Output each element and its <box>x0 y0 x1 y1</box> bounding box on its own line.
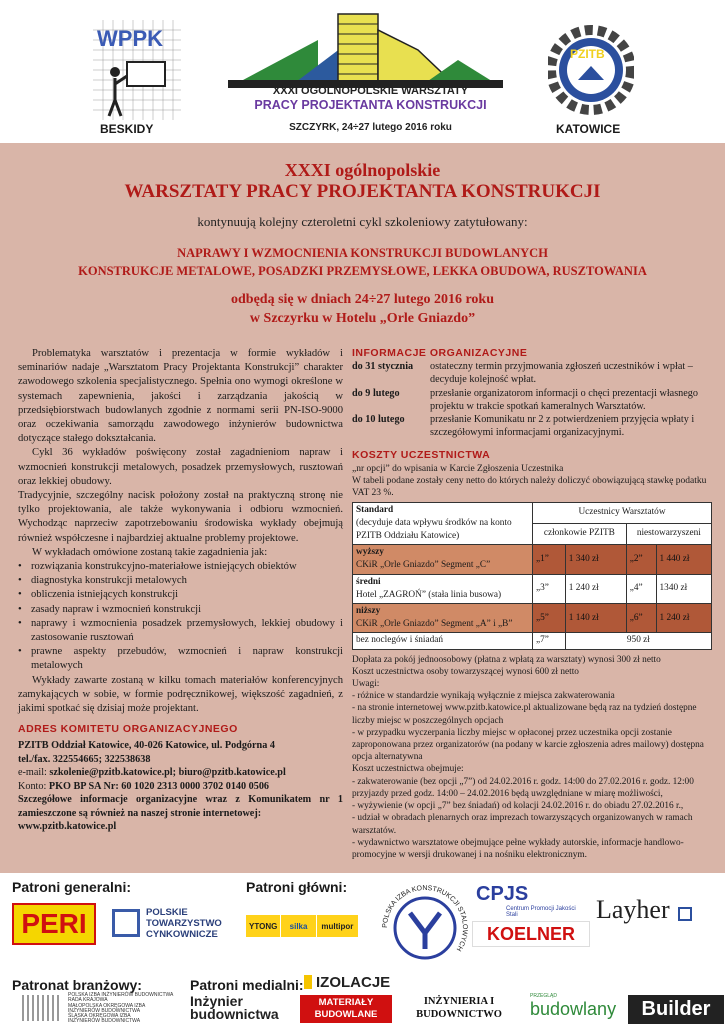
note-line: Koszt uczestnictwa obejmuje: <box>352 764 464 775</box>
deadline-text: przesłanie Komunikatu nr 2 z potwierdzeniem przyjęcia wpłaty i szczegółowymi informacjami organizacyjnymi. <box>430 414 695 439</box>
paragraph-4: W wykładach omówione zostaną takie zagadnienia jak: <box>32 546 268 558</box>
note-line: - zakwaterowanie (bez opcji „7”) od 24.02.2016 r. godz. 14:00 do 27.02.2016 r. godz. 12:00 przyjazdy przed godz. 14:00 – 24.02.2016 będą uwzględniane w miarę możliwości, <box>352 776 694 799</box>
left-column <box>18 347 343 834</box>
address-block <box>18 739 343 834</box>
cpjs-logo: CPJS Centrum Promocji Jakości Stali <box>476 883 576 918</box>
topic-line1: NAPRAWY I WZMOCNIENIA KONSTRUKCJI BUDOWLANYCH <box>177 246 548 260</box>
przeglad-logo: PRZEGLĄD budowlany <box>530 993 617 1019</box>
paragraph-5: Wykłady zawarte zostaną w kilku tomach materiałów konferencyjnych zamykających w sobie, w formie podręcznikowej, większość zagadnień, z jakimi spotkać się dzisiaj może projektant. <box>18 674 343 715</box>
pzitb-logo <box>548 22 634 118</box>
email-link[interactable]: szkolenie@pzitb.katowice.pl; biuro@pzitb.katowice.pl <box>49 767 286 779</box>
list-item: • prawne aspekty przebudów, wzmocnień i napraw konstrukcji metalowych <box>18 645 343 673</box>
paragraph-3: Tradycyjnie, szczególny nacisk położony został na praktyczną stronę nie tylko projektowania, ale także wykonywania i odbioru wzmocnień. Wychodząc naprzeciw zapotrzebowaniu środowiska wykłady obejmują również współczesne i najbardziej aktualne problemy projektowe. <box>18 490 343 544</box>
building-logo <box>228 10 503 88</box>
topic-line2: KONSTRUKCJE METALOWE, POSADZKI PRZEMYSŁOWE, LEKKA OBUDOWA, RUSZTOWANIA <box>78 264 647 278</box>
list-item: • obliczenia istniejących konstrukcji <box>18 588 343 602</box>
inzynier-logo: Inżynier budownictwa <box>190 993 279 1022</box>
note-line: - udział w obradach plenarnych oraz imprezach towarzyszących organizowanych w ramach warsztatów. <box>352 813 693 836</box>
deadline-text: ostateczny termin przyjmowania zgłoszeń uczestników i wpłat – decyduje kolejność wpłat. <box>430 361 693 386</box>
phone-line: tel./fax. 322554665; 322538638 <box>18 753 151 765</box>
cost-heading: KOSZTY UCZESTNICTWA <box>352 449 491 462</box>
members-header: członkowie PZITB <box>533 523 627 544</box>
header-line2: PRACY PROJEKTANTA KONSTRUKCJI <box>254 98 487 112</box>
layher-logo: Layher <box>596 895 721 935</box>
beskidy-label: BESKIDY <box>100 122 154 136</box>
paragraph-2: Cykl 36 wykładów poświęcony został zagadnieniom napraw i wzmocnień konstrukcji metalowych, posadzek przemysłowych, rusztowań oraz lekkiej obudowy. <box>18 447 343 487</box>
account-number: PKO BP SA Nr: 60 1020 2313 0000 3702 0140 0506 <box>48 780 270 792</box>
address-heading: ADRES KOMITETU ORGANIZACYJNEGO <box>18 723 238 736</box>
note-line: Dopłata za pokój jednoosobowy (płatna z wpłatą za warsztaty) wynosi 300 zł netto <box>352 654 661 665</box>
intro-text: kontynuują kolejny czteroletni cykl szkoleniowy zatytułowany: <box>197 214 528 229</box>
cost-note-2: W tabeli podane zostały ceny netto do których należy doliczyć obowiązującą stawkę podatku VAT 23 %. <box>352 475 707 498</box>
table-row: średni Hotel „ZAGROŃ” (stała linia busowa) „3” 1 240 zł „4” 1340 zł <box>353 574 712 603</box>
patrons-general-label: Patroni generalni: <box>12 879 132 895</box>
svg-text:POLSKA IZBA KONSTRUKCJI STALOW: POLSKA IZBA KONSTRUKCJI STALOWYCH <box>381 884 469 953</box>
koelner-logo: KOELNER <box>472 921 590 947</box>
topics-list <box>18 560 343 674</box>
wppk-logo <box>93 20 181 120</box>
date-line2: w Szczyrku w Hotelu „Orle Gniazdo” <box>249 311 476 326</box>
email-label: e-mail: <box>18 767 50 779</box>
inz-bud-logo: INŻYNIERIA I BUDOWNICTWO <box>416 996 502 1020</box>
nonmembers-header: niestowarzyszeni <box>626 523 711 544</box>
participants-header: Uczestnicy Warsztatów <box>533 502 712 523</box>
address-line: PZITB Oddział Katowice, 40-026 Katowice, ul. Podgórna 4 <box>18 740 275 752</box>
info-heading: INFORMACJE ORGANIZACYJNE <box>352 347 528 359</box>
table-row: bez noclegów i śniadań „7” 950 zł <box>353 633 712 649</box>
deadline-date: do 9 lutego <box>352 387 400 399</box>
materialy-logo: MATERIAŁY BUDOWLANE <box>300 995 392 1023</box>
patrons-branch-label: Patronat branżowy: <box>12 977 142 993</box>
right-column <box>352 347 712 861</box>
patrons-section <box>0 873 725 1024</box>
pisks-logo <box>380 883 470 973</box>
note-line: - w przypadku wyczerpania liczby miejsc w opłaconej przez uczestnika opcji zostanie zaproponowana przez organizatorów (na podany w karcie zgłoszenia adres mailowy) dostępna opcja alternatywna <box>352 727 704 763</box>
deadline-text: przesłanie organizatorom informacji o chęci prezentacji własnego projektu w trakcie spotkań kameralnych Warsztatów. <box>430 387 698 412</box>
title-line1: XXXI ogólnopolskie <box>284 160 441 180</box>
cost-note-1: „nr opcji” do wpisania w Karcie Zgłoszenia Uczestnika <box>352 463 564 474</box>
deadline-date: do 31 stycznia <box>352 361 414 373</box>
patrons-main-label: Patroni główni: <box>246 879 348 895</box>
ptc-logo: POLSKIE TOWARZYSTWO CYNKOWNICZE <box>112 907 232 943</box>
list-item: • rozwiązania konstrukcyjno-materiałowe istniejących obiektów <box>18 560 343 574</box>
xella-logos: YTONG silka multipor <box>246 915 358 937</box>
note-line: Koszt uczestnictwa osoby towarzyszącej wynosi 600 zł netto <box>352 666 579 677</box>
note-line: - wydawnictwo warsztatowe obejmujące pełne wykłady autorskie, informacje handlowo-promocyjne w wersji drukowanej i na nośniku elektronicznym. <box>352 837 684 860</box>
account-label: Konto: <box>18 780 49 792</box>
piib-logos: POLSKA IZBA INŻYNIERÓW BUDOWNICTWA RADA KRAJOWA MAŁOPOLSKA OKRĘGOWA IZBA INŻYNIERÓW BUDOWNICTWA ŚLĄSKA OKRĘGOWA IZBA INŻYNIERÓW BUDOWNICTWA <box>12 995 182 1023</box>
patrons-media-label: Patroni medialni: <box>190 977 304 993</box>
header-line1: XXXI OGÓLNOPOLSKIE WARSZTATY <box>272 85 469 97</box>
list-item: • naprawy i wzmocnienia posadzek przemysłowych, lekkiej obudowy i zastosowanie rusztowań <box>18 617 343 645</box>
std-header: Standard <box>356 504 394 515</box>
note-line: Uwagi: <box>352 679 380 690</box>
website-link[interactable]: www.pzitb.katowice.pl <box>18 821 117 833</box>
deadline-date: do 10 lutego <box>352 414 405 426</box>
note-line: - różnice w standardzie wynikają wyłącznie z miejsca zakwaterowania <box>352 691 615 702</box>
svg-text:PZITB: PZITB <box>570 47 605 61</box>
katowice-label: KATOWICE <box>556 122 621 136</box>
header-line3: SZCZYRK, 24÷27 lutego 2016 roku <box>289 122 452 133</box>
list-item: • zasady napraw i wzmocnień konstrukcji <box>18 603 343 617</box>
list-item: • diagnostyka konstrukcji metalowych <box>18 574 343 588</box>
note-line: - na stronie internetowej www.pzitb.katowice.pl aktualizowane będą raz na tydzień dostępne liczby miejsc w poszczególnych opcjach <box>352 703 697 726</box>
peri-logo: PERI <box>12 903 96 945</box>
table-row: wyższy CKiR „Orle Gniazdo” Segment „C” „1” 1 340 zł „2” 1 440 zł <box>353 545 712 574</box>
title-line2: WARSZTATY PRACY PROJEKTANTA KONSTRUKCJI <box>124 181 601 202</box>
table-row: niższy CKiR „Orle Gniazdo” Segment „A” i „B” „5” 1 140 zł „6” 1 240 zł <box>353 604 712 633</box>
paragraph-1: Problematyka warsztatów i prezentacja w formie wykładów i seminariów nadaje „Warsztatom Pracy Projektanta Konstrukcji” charakter zawodowego szkolenia specjalistycznego. Spełnia ono wymogi określone w systemach zapewnienia, jakości i zarządzania jakością w przedsiębiorstwach budowlanych zgodnie z normami serii PN-ISO-9000 oraz oczekiwania samorządu zawodowego inżynierów budownictwa dotyczące stałego dokształcania. <box>18 348 343 445</box>
notes-block <box>352 654 712 861</box>
izolacje-logo: IZOLACJE <box>304 973 400 991</box>
header <box>0 0 725 143</box>
svg-text:WPPK: WPPK <box>97 26 163 51</box>
builder-logo: Builder <box>628 995 724 1024</box>
price-table <box>352 502 712 650</box>
note-line: - wyżywienie (w opcji „7” bez śniadań) od kolacji 24.02.2016 r. do obiadu 27.02.2016 r., <box>352 801 684 812</box>
std-sub: (decyduje data wpływu środków na konto PZITB Oddziału Katowice) <box>356 517 512 542</box>
website-info: Szczegółowe informacje organizacyjne wraz z Komunikatem nr 1 zamieszczone są również na naszej stronie internetowej: <box>18 794 343 819</box>
date-line1: odbędą się w dniach 24÷27 lutego 2016 roku <box>231 292 494 307</box>
